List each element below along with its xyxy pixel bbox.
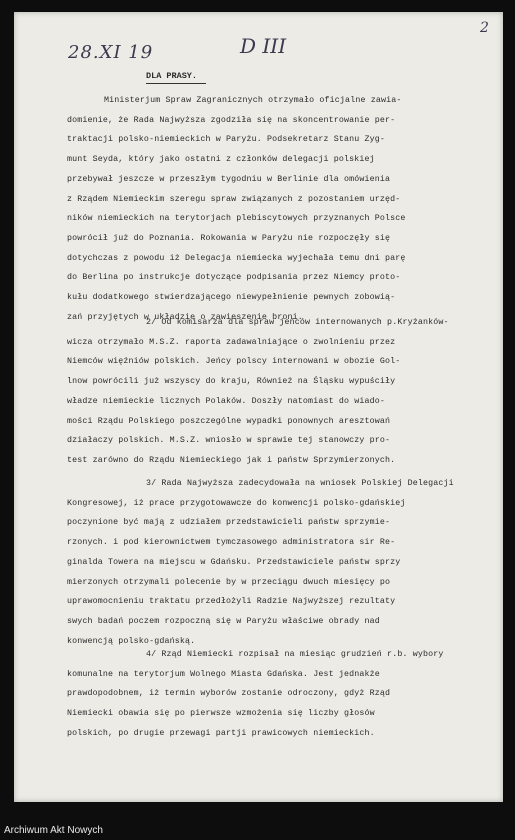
paragraph-3-line: konwencją polsko-gdańską. [67,636,196,646]
paragraph-1-line: z Rządem Niemieckim szeregu spraw związanych z pozostaniem urzęd- [67,194,401,204]
paragraph-1-line: traktacji polsko-niemieckich w Paryżu. Podsekretarz Stanu Zyg- [67,135,385,145]
paragraph-4-line: prawdopodobnem, iż termin wyborów zostanie odroczony, gdyż Rząd [67,689,391,699]
paragraph-3-line: 3/ Rada Najwyższa zadecydowała na wniosek Polskiej Delegacji [146,479,454,488]
paragraph-1-line: dotychczas z powodu iż Delegacja niemiecka wyjechała temu dni parę [67,253,406,263]
handwritten-page-number: 2 [480,20,489,36]
paragraph-3-line: rzonych. i pod kierownictwem tymczasowego administratora sir Re- [67,538,396,548]
handwritten-document-mark: D III [240,34,287,58]
paragraph-4-line: 4/ Rząd Niemiecki rozpisał na miesiąc grudzień r.b. wybory [146,650,444,659]
paragraph-2-line: test zarówno do Rządu Niemieckiego jak i państw Sprzymierzonych. [67,455,396,465]
document-heading: DLA PRASY. [146,71,198,81]
paragraph-2-line: władze niemieckie licznych Polaków. Doszły natomiast do wiado- [67,396,385,406]
document-page [14,12,503,802]
heading-underline [146,83,206,84]
paragraph-1-line: munt Seyda, który jako ostatni z członków delegacji polskiej [67,155,375,165]
paragraph-4-line: Niemiecki obawia się po pierwsze wzmożenia się liczby głosów [67,709,375,719]
paragraph-1-line: kułu dodatkowego stwierdzającego niewypełnienie pewnych zobowią- [67,293,396,302]
paragraph-1-line: ników niemieckich na terytorjach plebiscytowych przyznanych Polsce [67,214,406,224]
paragraph-3-line: poczynione być mają z udziałem przedstawicieli państw sprzymie- [67,518,391,528]
paragraph-1-line: powrócił już do Poznania. Rokowania w Paryżu nie rozpoczęły się [67,233,391,243]
paragraph-3-line: ginalda Towera na miejscu w Gdańsku. Przedstawiciele państw sprzy [67,557,401,567]
paragraph-2-line: lnow powrócili już wszyscy do kraju, Również na Śląsku wypuściły [67,377,396,387]
paragraph-1-line: zań przyjętych w układzie o zawieszenie broni. [67,312,303,322]
paragraph-1-line: domienie, że Rada Najwyższa zgodziła się na skoncentrowanie per- [67,115,396,125]
paragraph-4-line: komunalne na terytorjum Wolnego Miasta Gdańska. Jest jednakże [67,669,380,679]
paragraph-2-line: działaczy polskich. M.S.Z. wniosło w sprawie tej stanowczy pro- [67,436,391,446]
paragraph-2-line: 2/ Od komisarza dla spraw jeńców internowanych p.Kryżanków- [146,318,449,327]
paragraph-3-line: uprawomocnieniu traktatu przedłożyli Radzie Najwyższej rezultaty [67,597,396,607]
paragraph-3-line: Kongresowej, iż prace przygotowawcze do konwencji polsko-gdańskiej [67,498,406,508]
paragraph-4-line: polskich, po drugie przewagi partji prawicowych niemieckich. [67,728,375,738]
paragraph-2-line: mości Rządu Polskiego poszczególne wypadki ponownych aresztowań [67,416,391,426]
handwritten-date: 28.XI 19 [68,42,154,63]
paragraph-3-line: mierzonych otrzymali polecenie by w przeciągu dwuch miesięcy po [67,577,391,587]
paragraph-2-line: Niemców więźniów polskich. Jeńcy polscy internowani w obozie Gol- [67,357,401,367]
paragraph-1-line: Ministerjum Spraw Zagranicznych otrzymało oficjalne zawia- [104,96,402,105]
archive-footer-label: Archiwum Akt Nowych [4,825,103,836]
paragraph-1-line: przebywał jeszcze w przeszłym tygodniu w Berlinie dla omówienia [67,174,391,184]
paragraph-2-line: wicza otrzymało M.S.Z. raporta zadawalniające o zwolnieniu przez [67,337,396,347]
paragraph-1-line: do Berlina po instrukcje dotyczące podpisania przez Niemcy proto- [67,273,401,283]
paragraph-3-line: swych badań poczem rozpoczną się w Paryżu właściwe obrady nad [67,616,380,626]
